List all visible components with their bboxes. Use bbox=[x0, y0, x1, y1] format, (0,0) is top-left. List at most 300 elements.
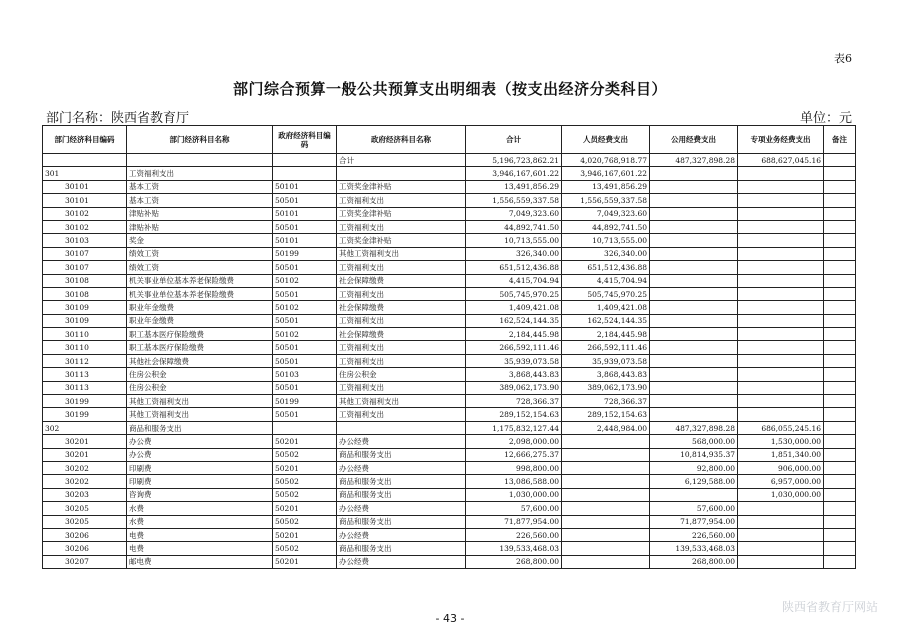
cell-personnel: 505,745,970.25 bbox=[562, 287, 650, 300]
cell-remark bbox=[824, 180, 856, 193]
cell-dept-name: 津贴补贴 bbox=[127, 220, 273, 233]
cell-remark bbox=[824, 488, 856, 501]
table-row bbox=[43, 421, 856, 434]
cell-personnel bbox=[562, 448, 650, 461]
cell-public bbox=[650, 314, 738, 327]
cell-remark bbox=[824, 515, 856, 528]
table-row bbox=[43, 194, 856, 207]
cell-public bbox=[650, 328, 738, 341]
cell-public: 10,814,935.37 bbox=[650, 448, 738, 461]
cell-gov-code: 50501 bbox=[273, 220, 337, 233]
cell-gov-name: 工资福利支出 bbox=[337, 220, 466, 233]
cell-personnel: 651,512,436.88 bbox=[562, 261, 650, 274]
cell-gov-name: 工资福利支出 bbox=[337, 194, 466, 207]
table-body bbox=[43, 154, 856, 569]
cell-gov-code: 50501 bbox=[273, 287, 337, 300]
cell-total: 4,415,704.94 bbox=[466, 274, 562, 287]
cell-dept-name: 办公费 bbox=[127, 448, 273, 461]
cell-total: 3,946,167,601.22 bbox=[466, 167, 562, 180]
cell-gov-name: 工资福利支出 bbox=[337, 341, 466, 354]
cell-dept-name: 办公费 bbox=[127, 435, 273, 448]
cell-dept-code: 30113 bbox=[43, 381, 127, 394]
cell-dept-code: 30103 bbox=[43, 234, 127, 247]
cell-total: 289,152,154.63 bbox=[466, 408, 562, 421]
cell-dept-name: 职业年金缴费 bbox=[127, 314, 273, 327]
cell-remark bbox=[824, 247, 856, 260]
table-row bbox=[43, 328, 856, 341]
cell-total: 389,062,173.90 bbox=[466, 381, 562, 394]
cell-dept-name: 绩效工资 bbox=[127, 261, 273, 274]
cell-public bbox=[650, 287, 738, 300]
cell-gov-name: 工资福利支出 bbox=[337, 381, 466, 394]
header-special: 专项业务经费支出 bbox=[738, 126, 824, 154]
cell-personnel bbox=[562, 515, 650, 528]
table-row bbox=[43, 314, 856, 327]
cell-dept-name: 水费 bbox=[127, 515, 273, 528]
cell-special bbox=[738, 381, 824, 394]
cell-public bbox=[650, 381, 738, 394]
cell-total: 71,877,954.00 bbox=[466, 515, 562, 528]
cell-gov-code: 50501 bbox=[273, 408, 337, 421]
cell-dept-code: 30102 bbox=[43, 207, 127, 220]
table-header-row bbox=[43, 126, 856, 154]
cell-remark bbox=[824, 301, 856, 314]
cell-personnel bbox=[562, 502, 650, 515]
cell-total: 1,030,000.00 bbox=[466, 488, 562, 501]
cell-personnel: 10,713,555.00 bbox=[562, 234, 650, 247]
cell-gov-name: 社会保障缴费 bbox=[337, 301, 466, 314]
cell-personnel: 13,491,856.29 bbox=[562, 180, 650, 193]
cell-gov-name: 工资奖金津补贴 bbox=[337, 234, 466, 247]
table-row bbox=[43, 301, 856, 314]
table-row bbox=[43, 207, 856, 220]
cell-gov-code: 50199 bbox=[273, 395, 337, 408]
cell-gov-name: 工资福利支出 bbox=[337, 287, 466, 300]
cell-gov-code: 50102 bbox=[273, 301, 337, 314]
cell-special: 686,055,245.16 bbox=[738, 421, 824, 434]
cell-gov-name: 工资福利支出 bbox=[337, 408, 466, 421]
cell-dept-code: 30199 bbox=[43, 395, 127, 408]
cell-public: 568,000.00 bbox=[650, 435, 738, 448]
table-number: 表6 bbox=[834, 52, 852, 65]
cell-public bbox=[650, 341, 738, 354]
cell-remark bbox=[824, 328, 856, 341]
cell-personnel: 3,946,167,601.22 bbox=[562, 167, 650, 180]
table-row bbox=[43, 341, 856, 354]
cell-dept-code: 30207 bbox=[43, 555, 127, 568]
cell-remark bbox=[824, 408, 856, 421]
cell-remark bbox=[824, 448, 856, 461]
cell-total: 57,600.00 bbox=[466, 502, 562, 515]
cell-total: 7,049,323.60 bbox=[466, 207, 562, 220]
cell-dept-code: 30202 bbox=[43, 461, 127, 474]
cell-personnel bbox=[562, 528, 650, 541]
cell-special bbox=[738, 341, 824, 354]
cell-special bbox=[738, 167, 824, 180]
cell-personnel bbox=[562, 475, 650, 488]
cell-special: 906,000.00 bbox=[738, 461, 824, 474]
cell-gov-name: 工资奖金津补贴 bbox=[337, 207, 466, 220]
cell-dept-code: 30102 bbox=[43, 220, 127, 233]
cell-dept-code: 30101 bbox=[43, 180, 127, 193]
cell-gov-code: 50502 bbox=[273, 448, 337, 461]
cell-special bbox=[738, 542, 824, 555]
cell-total: 2,184,445.98 bbox=[466, 328, 562, 341]
cell-personnel: 326,340.00 bbox=[562, 247, 650, 260]
cell-dept-code: 30206 bbox=[43, 542, 127, 555]
cell-special bbox=[738, 528, 824, 541]
cell-gov-code: 50201 bbox=[273, 528, 337, 541]
cell-personnel: 4,415,704.94 bbox=[562, 274, 650, 287]
cell-gov-code bbox=[273, 167, 337, 180]
cell-total: 13,491,856.29 bbox=[466, 180, 562, 193]
cell-total: 505,745,970.25 bbox=[466, 287, 562, 300]
table-row bbox=[43, 287, 856, 300]
cell-dept-code: 302 bbox=[43, 421, 127, 434]
cell-remark bbox=[824, 234, 856, 247]
cell-dept-name: 津贴补贴 bbox=[127, 207, 273, 220]
cell-gov-name: 商品和服务支出 bbox=[337, 488, 466, 501]
cell-dept-name: 奖金 bbox=[127, 234, 273, 247]
header-total: 合计 bbox=[466, 126, 562, 154]
cell-special bbox=[738, 194, 824, 207]
cell-public: 226,560.00 bbox=[650, 528, 738, 541]
cell-gov-code: 50102 bbox=[273, 328, 337, 341]
cell-gov-name: 工资奖金津补贴 bbox=[337, 180, 466, 193]
header-public: 公用经费支出 bbox=[650, 126, 738, 154]
cell-dept-code bbox=[43, 154, 127, 167]
cell-public bbox=[650, 368, 738, 381]
cell-total: 3,868,443.83 bbox=[466, 368, 562, 381]
cell-special bbox=[738, 180, 824, 193]
cell-remark bbox=[824, 381, 856, 394]
cell-public bbox=[650, 194, 738, 207]
cell-special bbox=[738, 354, 824, 367]
cell-gov-name: 商品和服务支出 bbox=[337, 475, 466, 488]
cell-personnel: 162,524,144.35 bbox=[562, 314, 650, 327]
cell-remark bbox=[824, 154, 856, 167]
cell-total: 266,592,111.46 bbox=[466, 341, 562, 354]
cell-total: 1,409,421.08 bbox=[466, 301, 562, 314]
cell-public bbox=[650, 274, 738, 287]
cell-public bbox=[650, 247, 738, 260]
cell-personnel bbox=[562, 542, 650, 555]
cell-remark bbox=[824, 395, 856, 408]
cell-dept-name: 职工基本医疗保险缴费 bbox=[127, 341, 273, 354]
cell-remark bbox=[824, 435, 856, 448]
cell-dept-code: 30206 bbox=[43, 528, 127, 541]
cell-public: 6,129,588.00 bbox=[650, 475, 738, 488]
cell-dept-name: 住房公积金 bbox=[127, 381, 273, 394]
cell-special bbox=[738, 555, 824, 568]
cell-dept-code: 30101 bbox=[43, 194, 127, 207]
cell-gov-code: 50102 bbox=[273, 274, 337, 287]
cell-dept-name: 机关事业单位基本养老保险缴费 bbox=[127, 287, 273, 300]
cell-dept-code: 30113 bbox=[43, 368, 127, 381]
cell-dept-name: 商品和服务支出 bbox=[127, 421, 273, 434]
table-row bbox=[43, 154, 856, 167]
cell-dept-code: 30109 bbox=[43, 301, 127, 314]
cell-public: 57,600.00 bbox=[650, 502, 738, 515]
cell-gov-name: 工资福利支出 bbox=[337, 354, 466, 367]
cell-gov-name: 社会保障缴费 bbox=[337, 328, 466, 341]
cell-total: 1,556,559,337.58 bbox=[466, 194, 562, 207]
cell-dept-name: 水费 bbox=[127, 502, 273, 515]
cell-gov-name: 商品和服务支出 bbox=[337, 448, 466, 461]
cell-remark bbox=[824, 475, 856, 488]
table-row bbox=[43, 247, 856, 260]
cell-gov-name: 社会保障缴费 bbox=[337, 274, 466, 287]
cell-special bbox=[738, 234, 824, 247]
cell-gov-code: 50101 bbox=[273, 207, 337, 220]
table-row bbox=[43, 461, 856, 474]
page-title: 部门综合预算一般公共预算支出明细表（按支出经济分类科目） bbox=[232, 80, 667, 98]
table-row bbox=[43, 354, 856, 367]
cell-gov-code: 50502 bbox=[273, 515, 337, 528]
cell-total: 13,086,588.00 bbox=[466, 475, 562, 488]
cell-public bbox=[650, 488, 738, 501]
cell-remark bbox=[824, 314, 856, 327]
cell-personnel: 3,868,443.83 bbox=[562, 368, 650, 381]
table-row bbox=[43, 502, 856, 515]
cell-dept-code: 30110 bbox=[43, 341, 127, 354]
cell-gov-name bbox=[337, 167, 466, 180]
cell-dept-name: 电费 bbox=[127, 528, 273, 541]
cell-personnel bbox=[562, 435, 650, 448]
cell-remark bbox=[824, 368, 856, 381]
cell-dept-code: 30201 bbox=[43, 435, 127, 448]
cell-gov-code: 50501 bbox=[273, 314, 337, 327]
unit-label: 单位：元 bbox=[799, 111, 852, 126]
cell-dept-name: 其他社会保障缴费 bbox=[127, 354, 273, 367]
cell-public: 487,327,898.28 bbox=[650, 154, 738, 167]
cell-gov-code: 50201 bbox=[273, 555, 337, 568]
cell-special bbox=[738, 287, 824, 300]
cell-remark bbox=[824, 220, 856, 233]
cell-dept-code: 30108 bbox=[43, 287, 127, 300]
cell-total: 12,666,275.37 bbox=[466, 448, 562, 461]
cell-dept-name: 电费 bbox=[127, 542, 273, 555]
cell-total: 326,340.00 bbox=[466, 247, 562, 260]
cell-gov-code: 50103 bbox=[273, 368, 337, 381]
cell-gov-name: 商品和服务支出 bbox=[337, 515, 466, 528]
cell-public: 92,800.00 bbox=[650, 461, 738, 474]
cell-dept-name: 印刷费 bbox=[127, 461, 273, 474]
cell-gov-code: 50201 bbox=[273, 461, 337, 474]
cell-dept-name: 住房公积金 bbox=[127, 368, 273, 381]
cell-total: 35,939,073.58 bbox=[466, 354, 562, 367]
cell-gov-code: 50501 bbox=[273, 194, 337, 207]
cell-remark bbox=[824, 461, 856, 474]
cell-dept-code: 30109 bbox=[43, 314, 127, 327]
cell-dept-code: 30110 bbox=[43, 328, 127, 341]
cell-gov-name bbox=[337, 421, 466, 434]
cell-remark bbox=[824, 194, 856, 207]
cell-dept-code: 30201 bbox=[43, 448, 127, 461]
cell-remark bbox=[824, 274, 856, 287]
cell-personnel: 44,892,741.50 bbox=[562, 220, 650, 233]
cell-dept-code: 30108 bbox=[43, 274, 127, 287]
cell-personnel: 4,020,768,918.77 bbox=[562, 154, 650, 167]
cell-public bbox=[650, 180, 738, 193]
cell-personnel: 289,152,154.63 bbox=[562, 408, 650, 421]
cell-total: 10,713,555.00 bbox=[466, 234, 562, 247]
header-dept-name: 部门经济科目名称 bbox=[127, 126, 273, 154]
cell-remark bbox=[824, 354, 856, 367]
cell-total: 1,175,832,127.44 bbox=[466, 421, 562, 434]
cell-personnel: 1,556,559,337.58 bbox=[562, 194, 650, 207]
cell-gov-name: 办公经费 bbox=[337, 435, 466, 448]
cell-public bbox=[650, 354, 738, 367]
cell-total: 226,560.00 bbox=[466, 528, 562, 541]
table-row bbox=[43, 368, 856, 381]
cell-gov-code: 50101 bbox=[273, 180, 337, 193]
cell-personnel bbox=[562, 488, 650, 501]
cell-dept-name: 邮电费 bbox=[127, 555, 273, 568]
cell-remark bbox=[824, 167, 856, 180]
cell-dept-name: 绩效工资 bbox=[127, 247, 273, 260]
header-dept-code: 部门经济科目编码 bbox=[43, 126, 127, 154]
cell-gov-code: 50201 bbox=[273, 502, 337, 515]
table-row bbox=[43, 515, 856, 528]
cell-gov-name: 工资福利支出 bbox=[337, 261, 466, 274]
cell-gov-code bbox=[273, 421, 337, 434]
cell-total: 268,800.00 bbox=[466, 555, 562, 568]
cell-dept-name: 职业年金缴费 bbox=[127, 301, 273, 314]
cell-total: 2,098,000.00 bbox=[466, 435, 562, 448]
cell-dept-name: 其他工资福利支出 bbox=[127, 408, 273, 421]
cell-dept-name: 咨询费 bbox=[127, 488, 273, 501]
cell-gov-code: 50501 bbox=[273, 261, 337, 274]
cell-gov-name: 办公经费 bbox=[337, 528, 466, 541]
cell-special bbox=[738, 207, 824, 220]
cell-special bbox=[738, 247, 824, 260]
cell-special bbox=[738, 408, 824, 421]
cell-gov-name: 商品和服务支出 bbox=[337, 542, 466, 555]
cell-gov-code: 50501 bbox=[273, 341, 337, 354]
cell-gov-code: 50199 bbox=[273, 247, 337, 260]
table-row bbox=[43, 528, 856, 541]
cell-personnel: 266,592,111.46 bbox=[562, 341, 650, 354]
cell-remark bbox=[824, 207, 856, 220]
cell-gov-code: 50502 bbox=[273, 488, 337, 501]
cell-dept-name: 机关事业单位基本养老保险缴费 bbox=[127, 274, 273, 287]
header-gov-code: 政府经济科目编码 bbox=[273, 126, 337, 154]
site-watermark: 陕西省教育厅网站 bbox=[781, 600, 878, 614]
table-row bbox=[43, 274, 856, 287]
cell-public bbox=[650, 408, 738, 421]
cell-remark bbox=[824, 528, 856, 541]
cell-gov-name: 住房公积金 bbox=[337, 368, 466, 381]
table-row bbox=[43, 220, 856, 233]
cell-public bbox=[650, 234, 738, 247]
cell-gov-code: 50501 bbox=[273, 381, 337, 394]
cell-gov-name: 合计 bbox=[337, 154, 466, 167]
cell-total: 728,366.37 bbox=[466, 395, 562, 408]
budget-detail-table bbox=[42, 125, 856, 569]
table-row bbox=[43, 234, 856, 247]
table-row bbox=[43, 475, 856, 488]
cell-special bbox=[738, 502, 824, 515]
cell-remark bbox=[824, 555, 856, 568]
cell-special: 688,627,045.16 bbox=[738, 154, 824, 167]
cell-total: 44,892,741.50 bbox=[466, 220, 562, 233]
cell-dept-code: 30107 bbox=[43, 261, 127, 274]
cell-personnel: 2,448,984.00 bbox=[562, 421, 650, 434]
cell-dept-code: 30203 bbox=[43, 488, 127, 501]
cell-dept-name: 工资福利支出 bbox=[127, 167, 273, 180]
page-number: - 43 - bbox=[435, 612, 465, 625]
cell-public: 71,877,954.00 bbox=[650, 515, 738, 528]
cell-public bbox=[650, 261, 738, 274]
cell-remark bbox=[824, 341, 856, 354]
table-row bbox=[43, 408, 856, 421]
header-gov-name: 政府经济科目名称 bbox=[337, 126, 466, 154]
department-name: 部门名称：陕西省教育厅 bbox=[46, 111, 190, 126]
cell-special bbox=[738, 301, 824, 314]
cell-gov-name: 工资福利支出 bbox=[337, 314, 466, 327]
cell-dept-code: 301 bbox=[43, 167, 127, 180]
cell-remark bbox=[824, 502, 856, 515]
cell-gov-name: 办公经费 bbox=[337, 461, 466, 474]
cell-gov-code bbox=[273, 154, 337, 167]
cell-special: 1,530,000.00 bbox=[738, 435, 824, 448]
table-row bbox=[43, 542, 856, 555]
table-row bbox=[43, 167, 856, 180]
table-row bbox=[43, 488, 856, 501]
cell-total: 139,533,468.03 bbox=[466, 542, 562, 555]
cell-special: 6,957,000.00 bbox=[738, 475, 824, 488]
cell-total: 5,196,723,862.21 bbox=[466, 154, 562, 167]
cell-dept-name: 其他工资福利支出 bbox=[127, 395, 273, 408]
cell-special bbox=[738, 328, 824, 341]
cell-total: 651,512,436.88 bbox=[466, 261, 562, 274]
table-row bbox=[43, 435, 856, 448]
cell-gov-code: 50502 bbox=[273, 542, 337, 555]
cell-dept-code: 30205 bbox=[43, 515, 127, 528]
cell-public bbox=[650, 301, 738, 314]
cell-remark bbox=[824, 421, 856, 434]
cell-personnel: 389,062,173.90 bbox=[562, 381, 650, 394]
cell-special bbox=[738, 220, 824, 233]
cell-personnel bbox=[562, 461, 650, 474]
cell-dept-code: 30205 bbox=[43, 502, 127, 515]
cell-gov-code: 50502 bbox=[273, 475, 337, 488]
table-row bbox=[43, 395, 856, 408]
table-row bbox=[43, 261, 856, 274]
cell-public bbox=[650, 207, 738, 220]
cell-public: 139,533,468.03 bbox=[650, 542, 738, 555]
cell-public bbox=[650, 395, 738, 408]
cell-dept-code: 30202 bbox=[43, 475, 127, 488]
header-personnel: 人员经费支出 bbox=[562, 126, 650, 154]
cell-personnel: 2,184,445.98 bbox=[562, 328, 650, 341]
cell-public: 487,327,898.28 bbox=[650, 421, 738, 434]
cell-dept-code: 30112 bbox=[43, 354, 127, 367]
cell-special: 1,851,340.00 bbox=[738, 448, 824, 461]
cell-total: 998,800.00 bbox=[466, 461, 562, 474]
cell-personnel: 35,939,073.58 bbox=[562, 354, 650, 367]
cell-gov-code: 50201 bbox=[273, 435, 337, 448]
cell-public bbox=[650, 167, 738, 180]
cell-special bbox=[738, 261, 824, 274]
cell-dept-code: 30107 bbox=[43, 247, 127, 260]
cell-special bbox=[738, 314, 824, 327]
cell-special bbox=[738, 274, 824, 287]
cell-gov-code: 50501 bbox=[273, 354, 337, 367]
cell-dept-name bbox=[127, 154, 273, 167]
cell-dept-name: 基本工资 bbox=[127, 180, 273, 193]
